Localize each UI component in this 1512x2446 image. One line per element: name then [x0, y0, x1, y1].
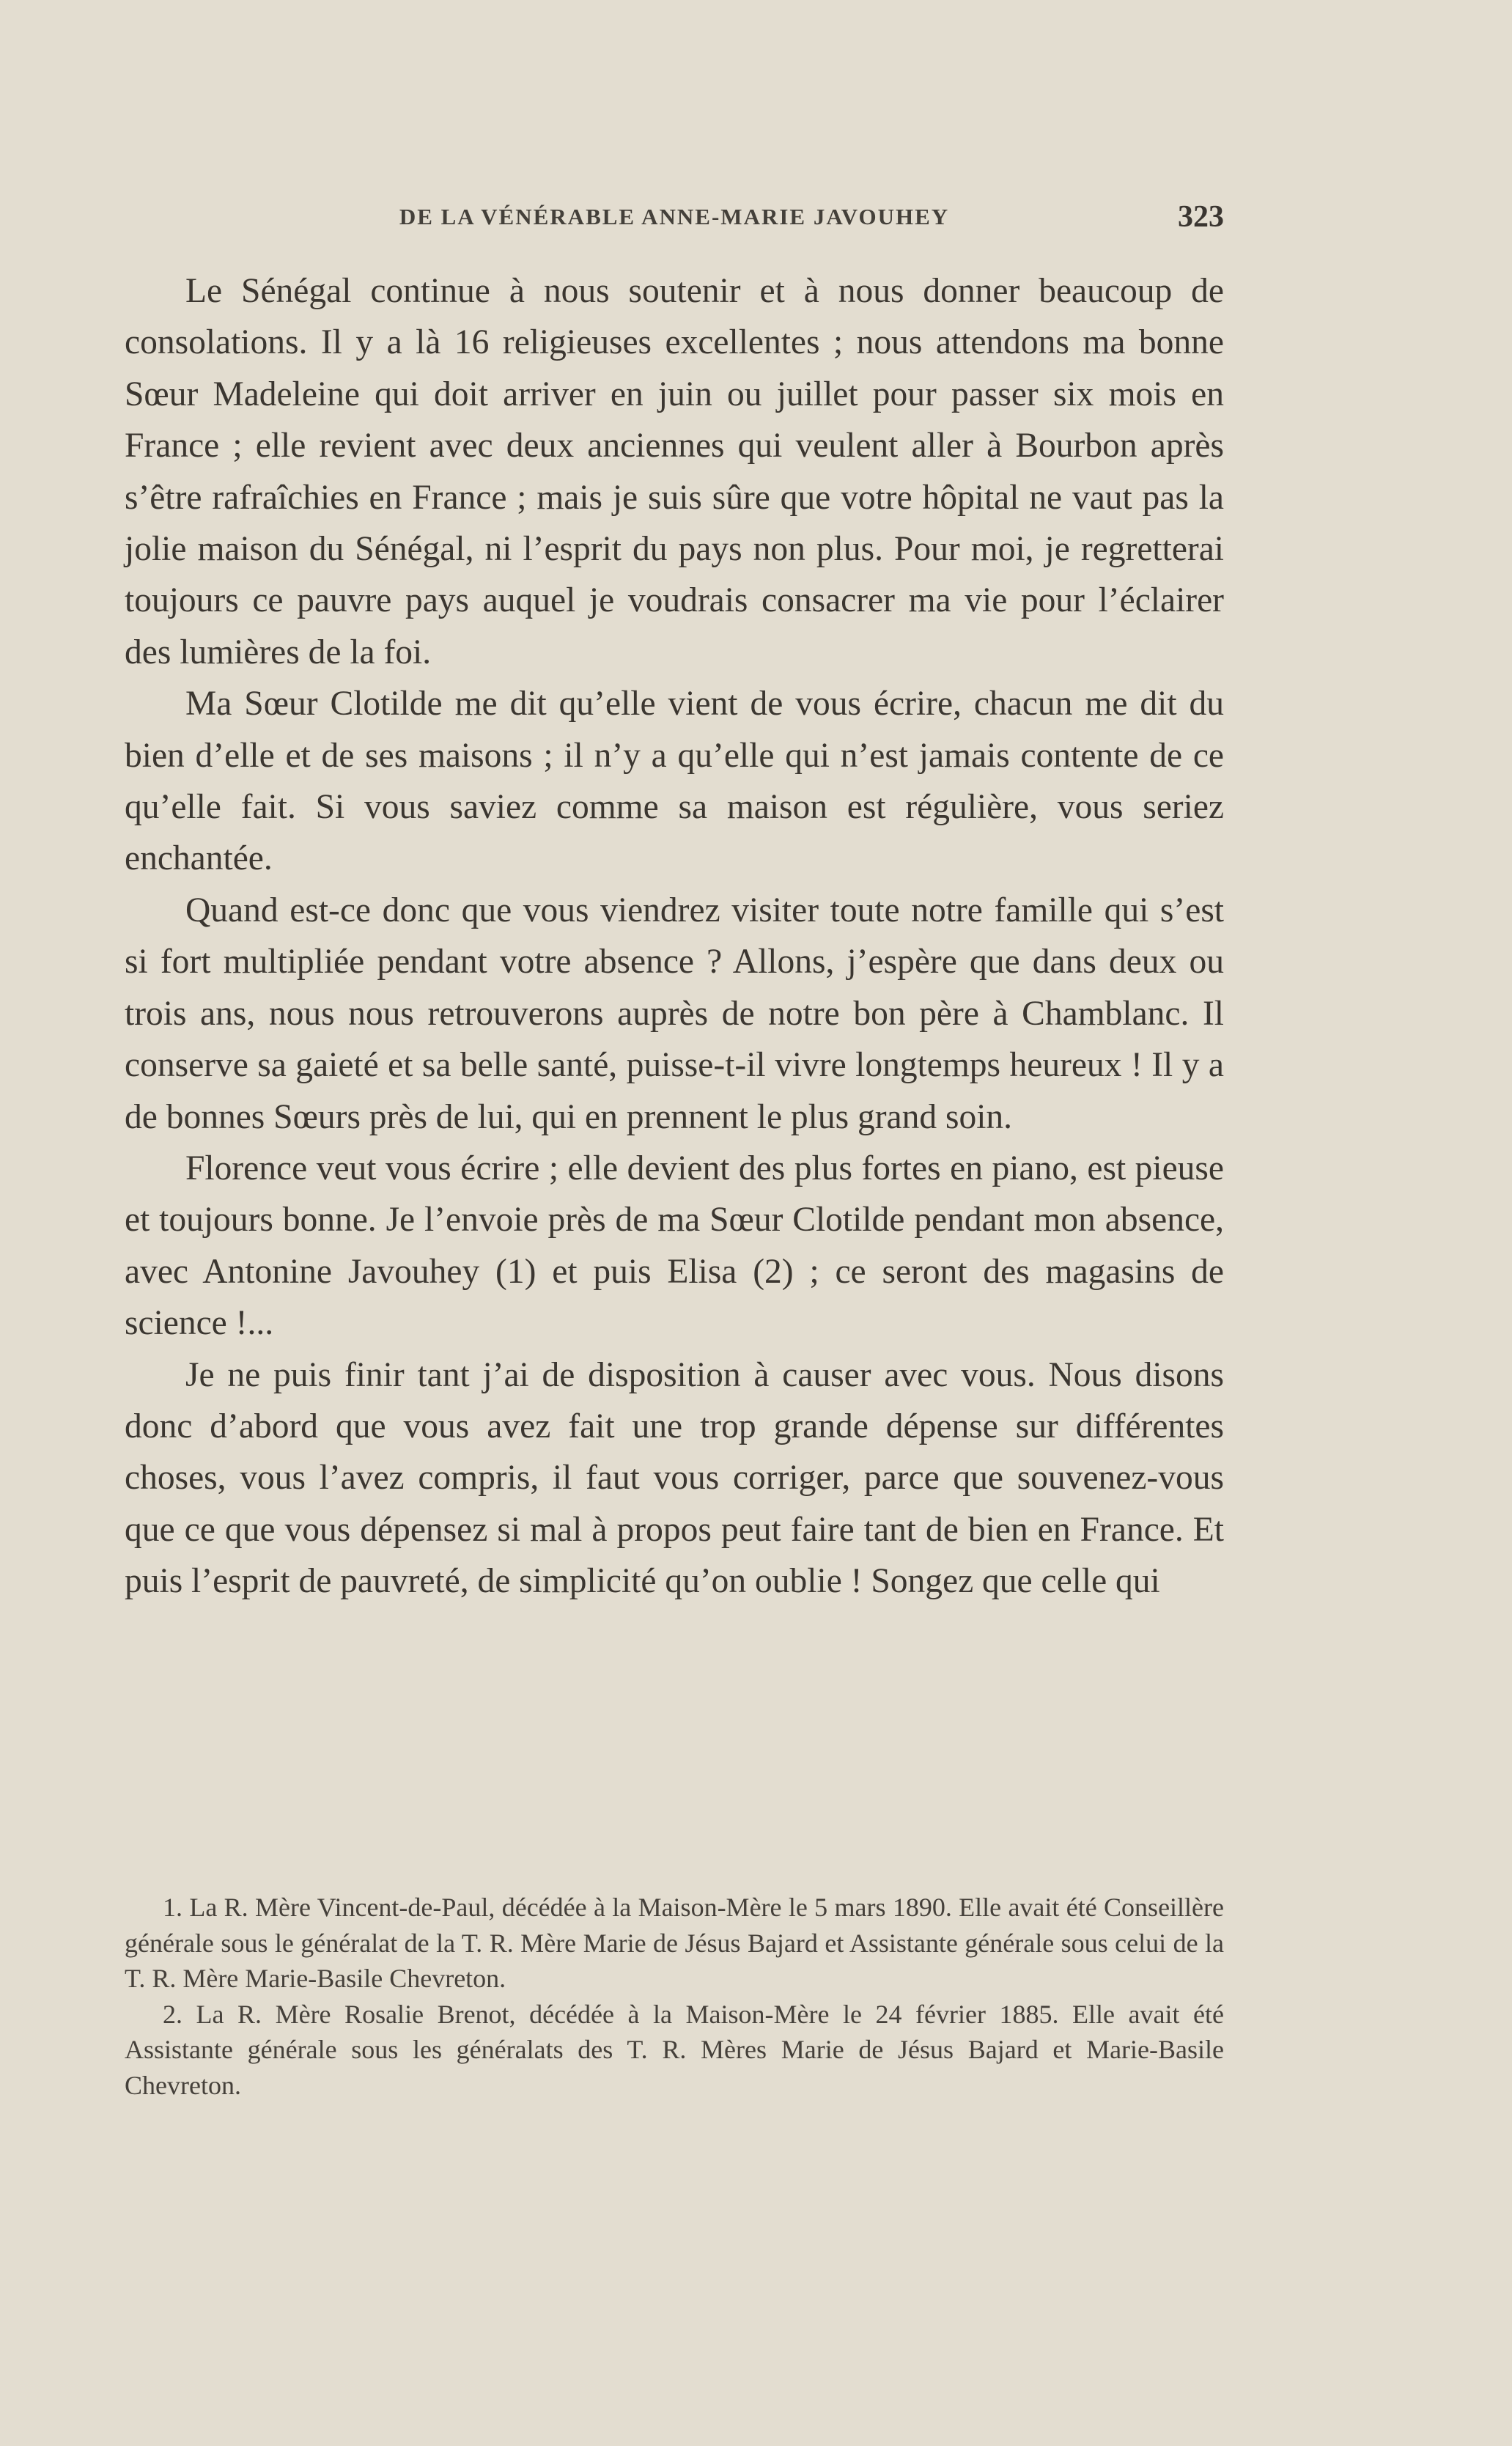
footnote: 2. La R. Mère Rosalie Brenot, décédée à la Maison-Mère le 24 février 1885. Elle avait été Assistante générale sous les généralats des T. R. Mères Marie de Jésus Bajard et Marie-Basile Chevreton. [125, 1999, 1224, 2100]
body-text [125, 265, 1224, 1607]
page-number: 323 [1178, 200, 1224, 234]
running-title: DE LA VÉNÉRABLE ANNE-MARIE JAVOUHEY [399, 204, 950, 229]
paragraph: Quand est-ce donc que vous viendrez visiter toute notre famille qui s’est si fort multipliée pendant votre absence ? Allons, j’espère que dans deux ou trois ans, nous nous retrouverons auprès de notre bon père à Chamblanc. Il conserve sa gaieté et sa belle santé, puisse-t-il vivre longtemps heureux ! Il y a de bonnes Sœurs près de lui, qui en prennent le plus grand soin. [125, 891, 1224, 1136]
paragraph: Ma Sœur Clotilde me dit qu’elle vient de vous écrire, chacun me dit du bien d’elle et de ses maisons ; il n’y a qu’elle qui n’est jamais contente de ce qu’elle fait. Si vous saviez comme sa maison est régulière, vous seriez enchantée. [125, 685, 1224, 878]
paragraph: Je ne puis finir tant j’ai de disposition à causer avec vous. Nous disons donc d’abord que vous avez fait une trop grande dépense sur différentes choses, vous l’avez compris, il faut vous corriger, parce que souvenez-vous que ce que vous dépensez si mal à propos peut faire tant de bien en France. Et puis l’esprit de pauvreté, de simplicité qu’on oublie ! Songez que celle qui [125, 1355, 1224, 1601]
paragraph: Florence veut vous écrire ; elle devient des plus fortes en piano, est pieuse et toujours bonne. Je l’envoie près de ma Sœur Clotilde pendant mon absence, avec Antonine Javouhey (1) et puis Elisa (2) ; ce seront des magasins de science !... [125, 1149, 1224, 1343]
running-head [125, 199, 1224, 243]
footnote: 1. La R. Mère Vincent-de-Paul, décédée à la Maison-Mère le 5 mars 1890. Elle avait été Conseillère générale sous le généralat de la T. R. Mère Marie de Jésus Bajard et Assistante générale sous celui de la T. R. Mère Marie-Basile Chevreton. [125, 1893, 1224, 1993]
paragraph: Le Sénégal continue à nous soutenir et à nous donner beaucoup de consolations. Il y a là 16 religieuses excellentes ; nous attendons ma bonne Sœur Madeleine qui doit arriver en juin ou juillet pour passer six mois en France ; elle revient avec deux anciennes qui veulent aller à Bourbon après s’être rafraîchies en France ; mais je suis sûre que votre hôpital ne vaut pas la jolie maison du Sénégal, ni l’esprit du pays non plus. Pour moi, je regretterai toujours ce pauvre pays auquel je voudrais consacrer ma vie pour l’éclairer des lumières de la foi. [125, 272, 1224, 671]
footnotes [125, 1890, 1224, 2103]
